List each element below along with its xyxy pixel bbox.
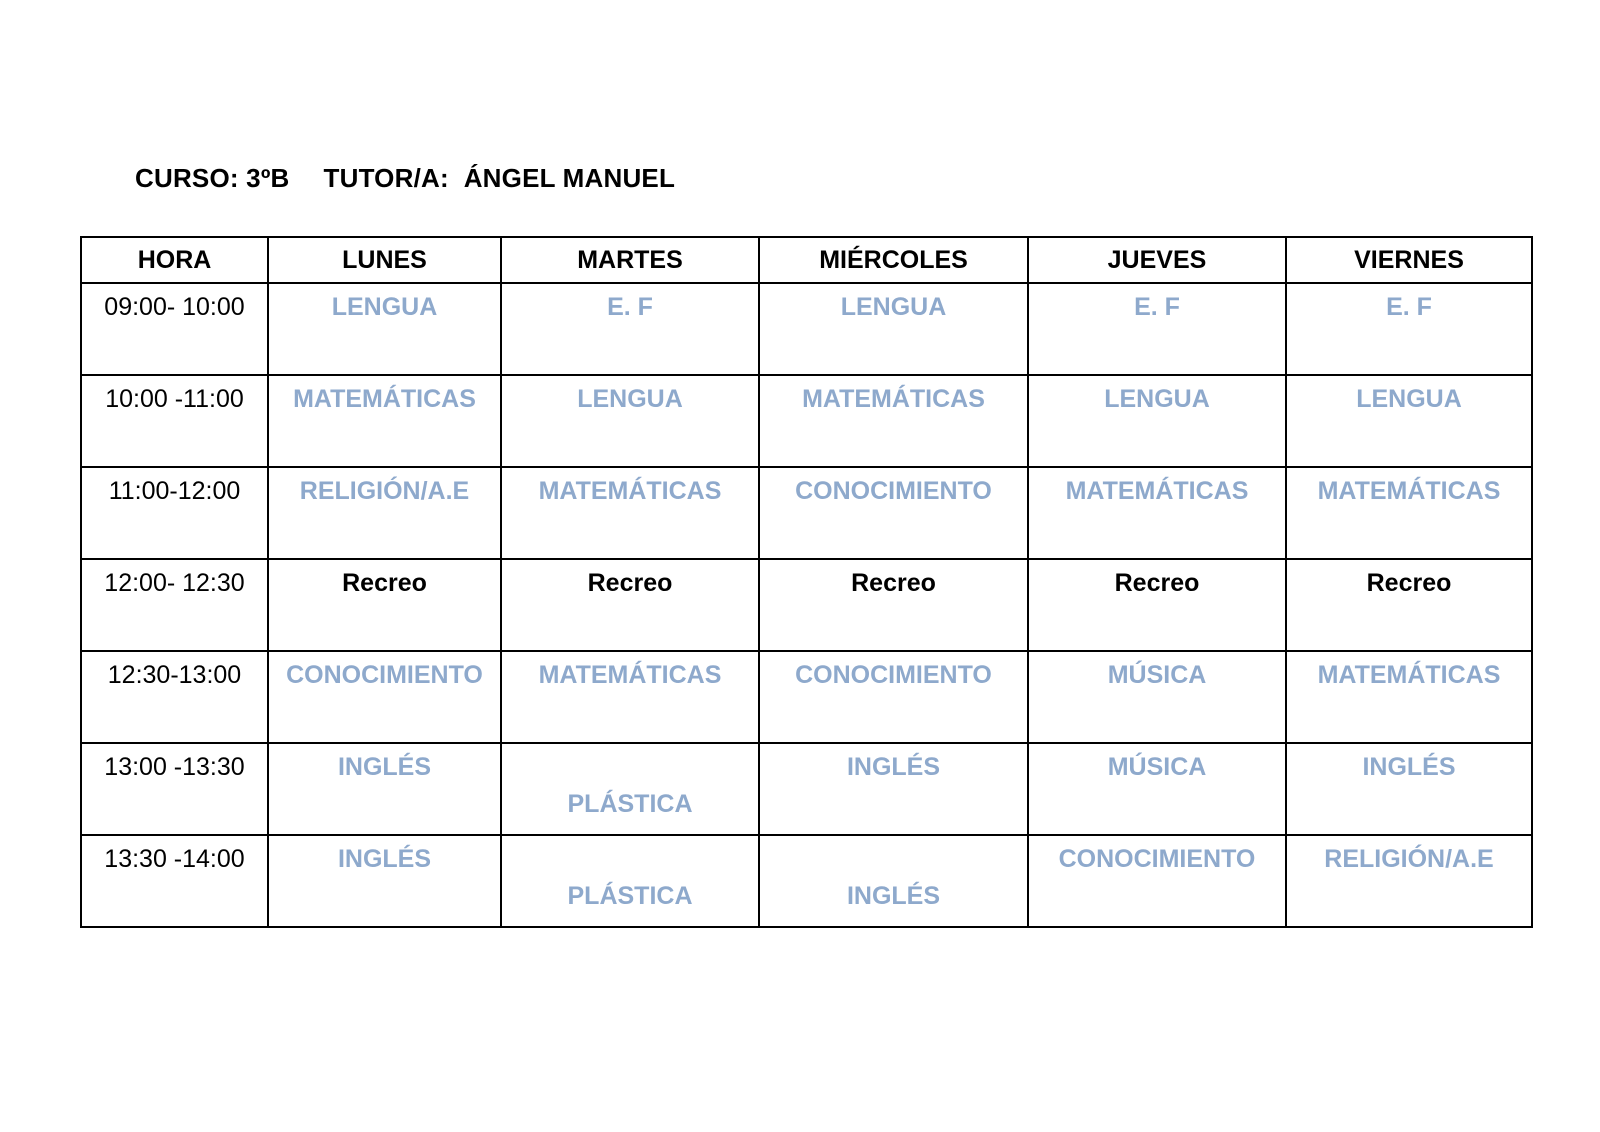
cell-miercoles <box>759 651 1028 743</box>
subject-label: E. F <box>1134 293 1180 321</box>
schedule-header <box>135 163 675 194</box>
table-row <box>81 743 1532 835</box>
table-row <box>81 651 1532 743</box>
cell-viernes <box>1286 743 1532 835</box>
tutor-label: TUTOR/A: ÁNGEL MANUEL <box>323 163 676 193</box>
cell-jueves <box>1028 375 1286 467</box>
subject-label: MATEMÁTICAS <box>293 385 476 413</box>
cell-miercoles <box>759 375 1028 467</box>
cell-jueves <box>1028 651 1286 743</box>
table-row <box>81 835 1532 927</box>
subject-label: MATEMÁTICAS <box>1317 661 1501 689</box>
cell-viernes <box>1286 467 1532 559</box>
cell-jueves <box>1028 835 1286 927</box>
subject-label: PLÁSTICA <box>567 882 693 910</box>
cell-jueves <box>1028 743 1286 835</box>
subject-label: INGLÉS <box>1362 753 1456 781</box>
break-label: Recreo <box>851 569 936 597</box>
subject-label: MATEMÁTICAS <box>1317 477 1501 505</box>
subject-label: RELIGIÓN/A.E <box>1324 845 1494 873</box>
subject-label: CONOCIMIENTO <box>1058 845 1256 873</box>
subject-label: MÚSICA <box>1107 661 1207 689</box>
cell-martes <box>501 467 759 559</box>
subject-label: LENGUA <box>1356 385 1462 413</box>
cell-martes <box>501 835 759 927</box>
cell-viernes <box>1286 375 1532 467</box>
subject-label: MATEMÁTICAS <box>1065 477 1249 505</box>
break-label: Recreo <box>1366 569 1452 597</box>
subject-label: LENGUA <box>577 385 683 413</box>
hour-cell <box>81 651 268 743</box>
hour-cell <box>81 283 268 375</box>
subject-label: MATEMÁTICAS <box>538 477 722 505</box>
cell-viernes <box>1286 835 1532 927</box>
cell-lunes <box>268 467 501 559</box>
hour-label: 13:00 -13:30 <box>104 753 245 781</box>
column-header-jueves: JUEVES <box>1028 237 1286 283</box>
schedule-table <box>80 236 1533 928</box>
cell-jueves <box>1028 559 1286 651</box>
subject-label: MATEMÁTICAS <box>538 661 722 689</box>
hour-label: 10:00 -11:00 <box>105 385 244 413</box>
column-header-hora: HORA <box>81 237 268 283</box>
cell-martes <box>501 651 759 743</box>
table-row <box>81 375 1532 467</box>
cell-martes <box>501 375 759 467</box>
cell-lunes <box>268 375 501 467</box>
cell-martes <box>501 743 759 835</box>
cell-viernes <box>1286 651 1532 743</box>
subject-label: CONOCIMIENTO <box>795 477 992 505</box>
table-row <box>81 283 1532 375</box>
hour-label: 11:00-12:00 <box>108 477 241 505</box>
hour-label: 12:00- 12:30 <box>104 569 245 597</box>
cell-viernes <box>1286 559 1532 651</box>
cell-martes <box>501 283 759 375</box>
hour-cell <box>81 743 268 835</box>
cell-viernes <box>1286 283 1532 375</box>
header-row <box>81 237 1532 283</box>
subject-label: INGLÉS <box>337 753 432 781</box>
course-label: CURSO: 3ºB <box>135 163 290 193</box>
cell-miercoles <box>759 283 1028 375</box>
column-header-lunes: LUNES <box>268 237 501 283</box>
column-header-martes: MARTES <box>501 237 759 283</box>
table-row <box>81 467 1532 559</box>
cell-miercoles <box>759 467 1028 559</box>
hour-label: 12:30-13:00 <box>107 661 242 689</box>
cell-lunes <box>268 651 501 743</box>
subject-label: RELIGIÓN/A.E <box>299 477 470 505</box>
subject-label: INGLÉS <box>846 753 941 781</box>
hour-label: 13:30 -14:00 <box>104 845 245 873</box>
cell-martes <box>501 559 759 651</box>
cell-jueves <box>1028 467 1286 559</box>
subject-label: MATEMÁTICAS <box>802 385 985 413</box>
subject-label: MÚSICA <box>1107 753 1207 781</box>
subject-label: E. F <box>607 293 653 321</box>
break-label: Recreo <box>587 569 673 597</box>
subject-label: LENGUA <box>840 293 947 321</box>
cell-lunes <box>268 835 501 927</box>
cell-lunes <box>268 283 501 375</box>
break-label: Recreo <box>342 569 427 597</box>
cell-miercoles <box>759 743 1028 835</box>
hour-label: 09:00- 10:00 <box>104 293 245 321</box>
hour-cell <box>81 375 268 467</box>
subject-label: PLÁSTICA <box>567 790 693 818</box>
subject-label: LENGUA <box>1104 385 1210 413</box>
subject-label: CONOCIMIENTO <box>286 661 483 689</box>
column-header-miercoles: MIÉRCOLES <box>759 237 1028 283</box>
subject-label: E. F <box>1386 293 1432 321</box>
column-header-viernes: VIERNES <box>1286 237 1532 283</box>
cell-miercoles <box>759 559 1028 651</box>
break-label: Recreo <box>1114 569 1200 597</box>
schedule-body <box>81 283 1532 927</box>
hour-cell <box>81 467 268 559</box>
subject-label: INGLÉS <box>846 882 941 910</box>
subject-label: LENGUA <box>331 293 438 321</box>
subject-label: CONOCIMIENTO <box>795 661 992 689</box>
cell-lunes <box>268 743 501 835</box>
subject-label: INGLÉS <box>337 845 432 873</box>
table-row <box>81 559 1532 651</box>
hour-cell <box>81 835 268 927</box>
hour-cell <box>81 559 268 651</box>
cell-miercoles <box>759 835 1028 927</box>
cell-lunes <box>268 559 501 651</box>
cell-jueves <box>1028 283 1286 375</box>
